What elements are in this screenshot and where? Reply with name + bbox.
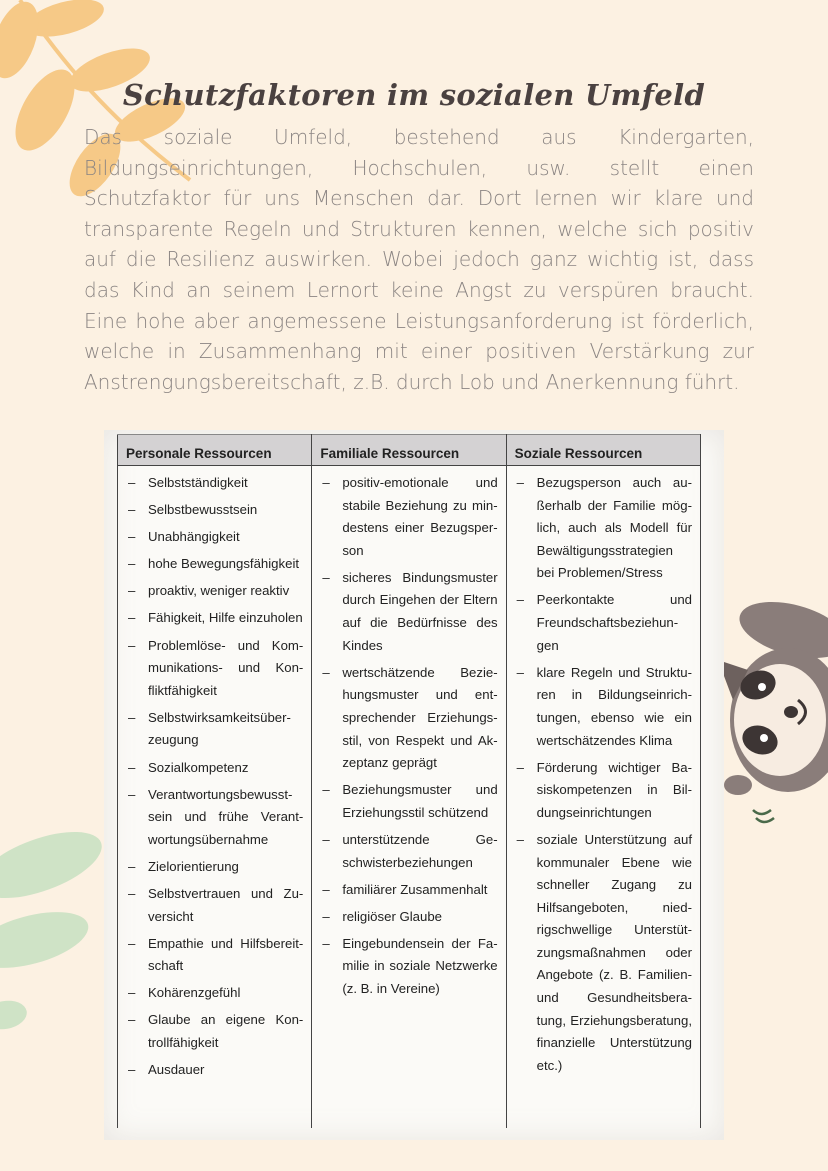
resources-table xyxy=(117,434,701,1128)
list-item: – Glaube an eigene Kontrollfähigkeit xyxy=(126,1009,303,1054)
list-item: – hohe Bewegungsfähigkeit xyxy=(126,553,303,576)
column-header-personal: Personale Ressourcen xyxy=(118,435,312,466)
list-item: – Förderung wichtiger Basiskompetenzen in Bildungseinrichtungen xyxy=(515,757,692,825)
list-item: – Bezugsperson auch außerhalb der Familie möglich, auch als Modell für Bewältigungsstrategien bei Problemen/Stress xyxy=(515,472,692,585)
list-item: – Beziehungsmuster und Erziehungsstil schützend xyxy=(320,779,497,824)
column-family xyxy=(312,466,506,1129)
column-header-family: Familiale Ressourcen xyxy=(312,435,506,466)
green-leaves-decoration xyxy=(0,820,110,1040)
list-item: – klare Regeln und Strukturen in Bildungseinrichtungen, ebenso wie ein wertschätzendes Klima xyxy=(515,662,692,752)
page-title: Schutzfaktoren im sozialen Umfeld xyxy=(122,78,706,112)
list-item: – soziale Unterstützung auf kommunaler Ebene wie schneller Zugang zu Hilfsangeboten, niedrigschwellige Unterstützungsmaßnahmen oder Angebote (z. B. Familien- und Gesundheitsberatung, Erziehungsberatung, finanzielle Unterstützung etc.) xyxy=(515,829,692,1078)
list-family xyxy=(320,472,497,1001)
list-item: – Fähigkeit, Hilfe einzuholen xyxy=(126,607,303,630)
intro-paragraph: Das soziale Umfeld, bestehend aus Kindergarten, Bildungseinrichtungen, Hochschulen, usw. stellt einen Schutzfaktor für uns Menschen dar. Dort lernen wir klare und transparente Regeln und Strukturen kennen, welche sich positiv auf die Resilienz auswirken. Wobei jedoch ganz wichtig ist, dass das Kind an seinem Lernort keine Angst zu verspüren braucht. Eine hohe aber angemessene Leistungsanforderung ist förderlich, welche in Zusammenhang mit einer positiven Verstärkung zur Anstrengungsbereitschaft, z.B. durch Lob und Anerkennung führt. xyxy=(84,125,754,394)
list-item: – positiv-emotionale und stabile Beziehung zu mindestens einer Bezugsperson xyxy=(320,472,497,562)
list-item: – familiärer Zusammenhalt xyxy=(320,879,497,902)
list-item: – Selbstständigkeit xyxy=(126,472,303,495)
column-personal xyxy=(118,466,312,1129)
list-item: – Empathie und Hilfsbereitschaft xyxy=(126,933,303,978)
list-item: – Unabhängigkeit xyxy=(126,526,303,549)
list-item: – Selbstvertrauen und Zuversicht xyxy=(126,883,303,928)
list-item: – Peerkontakte und Freundschaftsbeziehungen xyxy=(515,589,692,657)
list-item: – Problemlöse- und Kommunikations- und Konfliktfähigkeit xyxy=(126,635,303,703)
list-item: – Kohärenzgefühl xyxy=(126,982,303,1005)
list-item: – Zielorientierung xyxy=(126,856,303,879)
list-item: – Eingebundensein der Familie in soziale Netzwerke (z. B. in Vereine) xyxy=(320,933,497,1001)
list-item: – Selbstbewusstsein xyxy=(126,499,303,522)
list-item: – Selbstwirksamkeitsüberzeugung xyxy=(126,707,303,752)
list-social xyxy=(515,472,692,1077)
column-social xyxy=(506,466,700,1129)
list-item: – unterstützende Geschwisterbeziehungen xyxy=(320,829,497,874)
list-item: – wertschätzende Beziehungsmuster und entsprechender Erziehungsstil, von Respekt und Akzeptanz geprägt xyxy=(320,662,497,775)
list-item: – Ausdauer xyxy=(126,1059,303,1082)
list-item: – Verantwortungsbewusstsein und frühe Verantwortungsübernahme xyxy=(126,784,303,852)
list-item: – religiöser Glaube xyxy=(320,906,497,929)
column-header-social: Soziale Ressourcen xyxy=(506,435,700,466)
list-personal xyxy=(126,472,303,1082)
list-item: – Sozialkompetenz xyxy=(126,757,303,780)
list-item: – sicheres Bindungsmuster durch Eingehen der Eltern auf die Bedürfnisse des Kindes xyxy=(320,567,497,657)
resources-table-scan xyxy=(104,430,724,1140)
list-item: – proaktiv, weniger reaktiv xyxy=(126,580,303,603)
